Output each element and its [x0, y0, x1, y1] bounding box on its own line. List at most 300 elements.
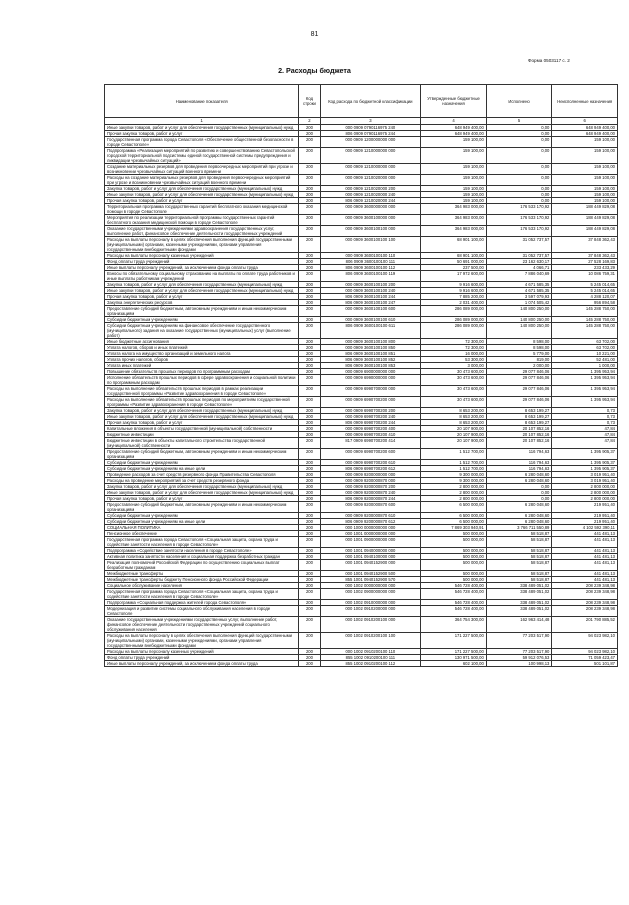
row-line-code: 200 [299, 606, 320, 617]
row-budget-code: 000 1001 0000000000 000 [320, 531, 421, 537]
row-unexecuted: 1 395 905,37 [552, 466, 618, 472]
row-line-code: 200 [299, 345, 320, 351]
row-budget-code: 806 0909 9200000870 244 [320, 496, 421, 502]
row-executed: 140 800 250,00 [486, 317, 552, 323]
row-budget-code: 000 0909 1210000000 000 [320, 164, 421, 175]
table-row [105, 369, 618, 375]
row-approved: 2 800 000,00 [421, 490, 487, 496]
row-name: Социальное обслуживание населения [105, 583, 299, 589]
row-name: Оказание государственными учреждениями государственных услуг, выполнение работ, финансовое обеспечение деятельности государственных учреждений социального обслуживания населения [105, 617, 299, 633]
table-row [105, 478, 618, 484]
column-number: 6 [552, 118, 618, 125]
table-row [105, 294, 618, 300]
row-name: Закупка товаров, работ и услуг для обеспечения государственных (муниципальных) нужд [105, 484, 299, 490]
row-budget-code: 000 0909 1210000000 000 [320, 148, 421, 164]
row-name: Субсидии бюджетным учреждениям на иные цели [105, 466, 299, 472]
row-approved: 6 500 000,00 [421, 513, 487, 519]
row-executed: 0,00 [486, 496, 552, 502]
row-name: Прочая закупка товаров, работ и услуг [105, 294, 299, 300]
row-name: Бюджетные инвестиции в объекты капитального строительства государственной (муниципальной) собственности [105, 438, 299, 449]
row-executed: 0,00 [486, 490, 552, 496]
row-approved: 16 000,00 [421, 351, 487, 357]
header-approved: Утвержденные бюджетные назначения [421, 85, 487, 118]
row-unexecuted: 94 023 982,10 [552, 633, 618, 649]
row-line-code: 200 [299, 408, 320, 414]
row-approved: 50 691 000,00 [421, 259, 487, 265]
row-executed: 20 107 852,16 [486, 432, 552, 438]
row-line-code: 200 [299, 583, 320, 589]
row-executed: 4 066,71 [486, 265, 552, 271]
row-approved: 546 728 400,00 [421, 583, 487, 589]
row-line-code: 200 [299, 531, 320, 537]
row-budget-code: 000 0909 3600100100 100 [320, 237, 421, 253]
row-name: Субсидии бюджетным учреждениям на иные цели [105, 519, 299, 525]
row-name: Расходы на выполнение обязательств прошлых периодов по мероприятиям государственной программы «Развитие здравоохранения в городе Севастополе» [105, 397, 299, 408]
row-name: Проведение расходов за счет средств резервного фонда Правительства Севастополя [105, 472, 299, 478]
row-executed: 338 489 051,02 [486, 583, 552, 589]
row-approved: 159 100,00 [421, 192, 487, 198]
row-budget-code: 000 0909 6990700200 400 [320, 426, 421, 432]
row-unexecuted: 37 848 362,43 [552, 237, 618, 253]
table-row [105, 148, 618, 164]
row-name: Реализация полномочий Российской Федерации по осуществлению социальных выплат безработным гражданам [105, 560, 299, 571]
row-executed: 3 597 079,93 [486, 294, 552, 300]
row-line-code: 200 [299, 633, 320, 649]
row-unexecuted: 208 239 348,98 [552, 583, 618, 589]
row-unexecuted: 441 481,13 [552, 537, 618, 548]
row-unexecuted: 501 101,87 [552, 661, 618, 667]
row-approved: 9 300 000,00 [421, 472, 487, 478]
row-unexecuted: 47,84 [552, 438, 618, 449]
row-budget-code: 000 0909 6900000000 000 [320, 369, 421, 375]
row-executed: 8 653 199,27 [486, 414, 552, 420]
table-row [105, 560, 618, 571]
row-unexecuted: 63 702,00 [552, 339, 618, 345]
row-executed: 100 998,13 [486, 661, 552, 667]
table-row [105, 589, 618, 600]
row-name: Уплата налога на имущество организаций и земельного налога [105, 351, 299, 357]
row-line-code: 200 [299, 306, 320, 317]
row-budget-code: 806 0909 3600100100 852 [320, 357, 421, 363]
row-name: Расходы на выполнение обязательств прошлых периодов в рамках реализации государственной программы «Развитие здравоохранения в городе Севастополе» [105, 386, 299, 397]
row-executed: 29 077 846,06 [486, 369, 552, 375]
row-unexecuted: 159 100,00 [552, 137, 618, 148]
row-executed: 116 794,63 [486, 449, 552, 460]
row-name: Государственная программа города Севастополя «Социальная защита, охрана труда и содействие занятости населения в городе Севастополе» [105, 537, 299, 548]
row-line-code: 200 [299, 363, 320, 369]
row-name: Уплата прочих налогов, сборов [105, 357, 299, 363]
row-unexecuted: 441 481,13 [552, 571, 618, 577]
row-name: Подпрограмма «Социальная поддержка жителей города Севастополя» [105, 600, 299, 606]
row-approved: 7 885 200,00 [421, 294, 487, 300]
row-budget-code: 806 0909 3600100100 244 [320, 294, 421, 300]
row-line-code: 200 [299, 300, 320, 306]
row-approved: 159 100,00 [421, 137, 487, 148]
row-line-code: 200 [299, 186, 320, 192]
row-executed: 0,00 [486, 484, 552, 490]
row-name: Прочая закупка товаров, работ и услуг [105, 131, 299, 137]
row-budget-code: 000 0909 6990700200 200 [320, 408, 421, 414]
row-approved: 364 983 000,00 [421, 204, 487, 215]
row-line-code: 200 [299, 164, 320, 175]
row-executed: 58 518,87 [486, 571, 552, 577]
row-line-code: 200 [299, 226, 320, 237]
table-row [105, 537, 618, 548]
row-approved: 6 500 000,00 [421, 519, 487, 525]
row-unexecuted: 145 288 750,00 [552, 306, 618, 317]
row-approved: 8 653 200,00 [421, 420, 487, 426]
row-budget-code: 000 1000 0000000000 000 [320, 525, 421, 531]
header-line-code: Код строки [299, 85, 320, 118]
form-label: Форма 0503117 с. 2 [528, 58, 570, 63]
row-name: Иные закупки товаров, работ и услуг для обеспечения государственных (муниципальных) нужд [105, 125, 299, 131]
row-line-code: 200 [299, 198, 320, 204]
header-budget-code: Код расхода по бюджетной классификации [320, 85, 421, 118]
row-budget-code: 000 0909 6990700200 240 [320, 414, 421, 420]
row-budget-code: 000 0909 6990700200 000 [320, 397, 421, 408]
row-budget-code: 000 1002 0910200100 000 [320, 617, 421, 633]
row-line-code: 200 [299, 432, 320, 438]
row-executed: 6 280 048,60 [486, 502, 552, 513]
row-line-code: 200 [299, 426, 320, 432]
column-number: 4 [421, 118, 487, 125]
row-approved: 1 512 700,00 [421, 460, 487, 466]
row-executed: 0,00 [486, 137, 552, 148]
row-name: Предоставление субсидий бюджетным, автономным учреждениям и иным некоммерческим организациям [105, 502, 299, 513]
row-approved: 30 473 600,00 [421, 369, 487, 375]
row-name: Пенсионное обеспечение [105, 531, 299, 537]
table-row [105, 490, 618, 496]
table-row [105, 375, 618, 386]
row-budget-code: 000 1002 0000000000 000 [320, 583, 421, 589]
row-budget-code: 000 1002 0910200100 100 [320, 633, 421, 649]
row-unexecuted: 5 245 014,65 [552, 282, 618, 288]
row-unexecuted: 0,73 [552, 414, 618, 420]
row-approved: 171 227 500,00 [421, 649, 487, 655]
row-line-code: 200 [299, 215, 320, 226]
table-row [105, 288, 618, 294]
row-approved: 500 000,00 [421, 554, 487, 560]
row-unexecuted: 159 100,00 [552, 192, 618, 198]
row-line-code: 200 [299, 548, 320, 554]
row-approved: 53 300,00 [421, 357, 487, 363]
row-approved: 17 972 600,00 [421, 271, 487, 282]
row-name: Подпрограмма «Содействие занятости населения в городе Севастополе» [105, 548, 299, 554]
row-unexecuted: 10 221,00 [552, 351, 618, 357]
row-unexecuted: 188 449 829,08 [552, 226, 618, 237]
row-unexecuted: 441 481,13 [552, 554, 618, 560]
row-executed: 58 518,87 [486, 554, 552, 560]
table-row [105, 583, 618, 589]
row-executed: 29 077 846,06 [486, 386, 552, 397]
row-budget-code: 806 0909 3600100100 111 [320, 259, 421, 265]
row-approved: 500 000,00 [421, 537, 487, 548]
row-approved: 159 100,00 [421, 198, 487, 204]
row-name: Расходы на выплаты персоналу в целях обеспечения выполнения функций государственными (муниципальными) органами, казенными учреждениями, органами управления государственными внебюджетными фондами [105, 633, 299, 649]
row-line-code: 200 [299, 288, 320, 294]
row-line-code: 200 [299, 496, 320, 502]
row-approved: 72 300,00 [421, 345, 487, 351]
row-budget-code: 855 1002 0910200100 111 [320, 655, 421, 661]
row-name: Предоставление субсидий бюджетным, автономным учреждениям и иным некоммерческим организациям [105, 449, 299, 460]
row-line-code: 200 [299, 271, 320, 282]
row-name: Расходы на проведение мероприятий за счет средств резервного фонда [105, 478, 299, 484]
row-executed: 31 052 737,57 [486, 253, 552, 259]
row-unexecuted: 2 800 000,00 [552, 484, 618, 490]
row-executed: 0,00 [486, 186, 552, 192]
row-approved: 1 512 700,00 [421, 449, 487, 460]
row-name: Межбюджетные трансферты [105, 571, 299, 577]
row-executed: 7 886 040,69 [486, 271, 552, 282]
row-line-code: 200 [299, 259, 320, 265]
row-unexecuted: 159 100,00 [552, 175, 618, 186]
row-executed: 338 489 051,02 [486, 606, 552, 617]
row-budget-code: 000 1001 0940000000 000 [320, 548, 421, 554]
row-approved: 9 300 000,00 [421, 478, 487, 484]
table-row [105, 306, 618, 317]
row-budget-code: 000 0909 9200000870 600 [320, 502, 421, 513]
row-budget-code: 000 0909 3600100100 200 [320, 282, 421, 288]
row-approved: 286 089 000,00 [421, 317, 487, 323]
row-executed: 6 280 048,60 [486, 519, 552, 525]
row-line-code: 200 [299, 131, 320, 137]
row-line-code: 200 [299, 513, 320, 519]
row-line-code: 200 [299, 661, 320, 667]
row-budget-code: 000 0909 6990700200 610 [320, 460, 421, 466]
table-row [105, 519, 618, 525]
row-name: Закупка энергетических ресурсов [105, 300, 299, 306]
row-budget-code: 000 0909 3600100100 000 [320, 226, 421, 237]
row-line-code: 200 [299, 294, 320, 300]
row-approved: 7 869 303 940,91 [421, 525, 487, 531]
table-row [105, 164, 618, 175]
row-approved: 546 728 400,00 [421, 600, 487, 606]
row-budget-code: 000 1001 0940100000 000 [320, 554, 421, 560]
header-name: Наименование показателя [105, 85, 299, 118]
table-row [105, 649, 618, 655]
row-approved: 8 653 200,00 [421, 408, 487, 414]
table-row [105, 426, 618, 432]
header-executed: Исполнено [486, 85, 552, 118]
row-executed: 0,00 [486, 131, 552, 137]
row-unexecuted: 201 790 885,52 [552, 617, 618, 633]
row-approved: 286 089 000,00 [421, 323, 487, 339]
row-approved: 500 000,00 [421, 531, 487, 537]
row-unexecuted: 208 239 348,98 [552, 606, 618, 617]
row-executed: 0,00 [486, 164, 552, 175]
row-unexecuted: 208 239 348,98 [552, 589, 618, 600]
row-approved: 30 473 600,00 [421, 397, 487, 408]
row-executed: 77 203 517,90 [486, 649, 552, 655]
row-approved: 2 800 000,00 [421, 496, 487, 502]
row-line-code: 200 [299, 253, 320, 259]
row-budget-code: 806 0909 3600100100 611 [320, 323, 421, 339]
row-approved: 72 300,00 [421, 339, 487, 345]
table-row [105, 271, 618, 282]
row-line-code: 200 [299, 420, 320, 426]
row-unexecuted: 441 481,13 [552, 531, 618, 537]
row-unexecuted: 1 395 953,94 [552, 386, 618, 397]
row-line-code: 200 [299, 357, 320, 363]
row-budget-code: 000 0909 3600100100 800 [320, 339, 421, 345]
row-budget-code: 000 1002 0900000000 000 [320, 589, 421, 600]
row-unexecuted: 208 239 348,98 [552, 600, 618, 606]
row-budget-code: 000 1002 0910200000 000 [320, 606, 421, 617]
row-unexecuted: 441 481,13 [552, 560, 618, 571]
row-line-code: 200 [299, 617, 320, 633]
row-executed: 176 533 170,92 [486, 226, 552, 237]
row-executed: 0,00 [486, 198, 552, 204]
row-line-code: 200 [299, 339, 320, 345]
row-approved: 500 000,00 [421, 571, 487, 577]
row-approved: 3 000,00 [421, 363, 487, 369]
row-unexecuted: 441 481,13 [552, 577, 618, 583]
table-row [105, 137, 618, 148]
row-executed: 8 598,00 [486, 345, 552, 351]
row-executed: 338 489 051,02 [486, 589, 552, 600]
table-row [105, 131, 618, 137]
row-line-code: 200 [299, 589, 320, 600]
row-approved: 546 728 400,00 [421, 606, 487, 617]
row-name: Фонд оплаты труда учреждений [105, 259, 299, 265]
row-executed: 0,00 [486, 192, 552, 198]
row-unexecuted: 2 800 000,00 [552, 496, 618, 502]
row-name: Исполнение обязательств прошлых периодов в сфере здравоохранения и социальной политики по программным расходам [105, 375, 299, 386]
row-unexecuted: 145 288 750,00 [552, 323, 618, 339]
column-number-row [105, 118, 618, 125]
row-unexecuted: 0,73 [552, 408, 618, 414]
row-name: Иные закупки товаров, работ и услуг для обеспечения государственных (муниципальных) нужд [105, 192, 299, 198]
row-approved: 648 949 400,00 [421, 131, 487, 137]
row-budget-code: 855 1002 0910200100 112 [320, 661, 421, 667]
row-name: Капитальные вложения в объекты государственной (муниципальной) собственности [105, 426, 299, 432]
row-budget-code: 000 0909 1210020000 200 [320, 186, 421, 192]
row-unexecuted: 3 019 951,40 [552, 478, 618, 484]
row-unexecuted: 1 000,00 [552, 363, 618, 369]
row-approved: 286 089 000,00 [421, 306, 487, 317]
row-executed: 8 653 199,27 [486, 420, 552, 426]
row-unexecuted: 5 245 014,65 [552, 288, 618, 294]
row-line-code: 200 [299, 519, 320, 525]
row-approved: 2 800 000,00 [421, 484, 487, 490]
row-approved: 364 983 000,00 [421, 215, 487, 226]
row-approved: 237 500,00 [421, 265, 487, 271]
row-line-code: 200 [299, 554, 320, 560]
row-executed: 29 077 846,06 [486, 397, 552, 408]
row-executed: 5 779,00 [486, 351, 552, 357]
row-budget-code: 000 0909 3600100100 610 [320, 317, 421, 323]
column-number: 5 [486, 118, 552, 125]
row-executed: 2 000,00 [486, 363, 552, 369]
row-executed: 58 518,87 [486, 531, 552, 537]
column-number: 3 [320, 118, 421, 125]
table-row [105, 351, 618, 357]
row-approved: 9 916 600,00 [421, 288, 487, 294]
row-approved: 2 031 400,00 [421, 300, 487, 306]
row-executed: 4 671 585,35 [486, 288, 552, 294]
table-header-row [105, 85, 618, 118]
row-name: Закупка товаров, работ и услуг для обеспечения государственных (муниципальных) нужд [105, 408, 299, 414]
row-line-code: 200 [299, 175, 320, 186]
table-body [105, 125, 618, 667]
row-unexecuted: 441 481,13 [552, 548, 618, 554]
row-line-code: 200 [299, 449, 320, 460]
section-title: 2. Расходы бюджета [278, 66, 351, 75]
row-executed: 58 518,87 [486, 548, 552, 554]
row-approved: 159 100,00 [421, 164, 487, 175]
row-line-code: 200 [299, 460, 320, 466]
row-budget-code: 806 0909 6990700200 612 [320, 466, 421, 472]
table-row [105, 215, 618, 226]
row-unexecuted: 188 449 829,08 [552, 204, 618, 215]
row-name: Расходы на выплаты персоналу казенных учреждений [105, 649, 299, 655]
row-budget-code: 000 0909 3600100100 600 [320, 306, 421, 317]
row-name: Прочая закупка товаров, работ и услуг [105, 420, 299, 426]
row-unexecuted: 71 059 423,47 [552, 655, 618, 661]
row-executed: 59 912 076,53 [486, 655, 552, 661]
row-line-code: 200 [299, 649, 320, 655]
row-unexecuted: 1 395 953,94 [552, 375, 618, 386]
row-name: Фонд оплаты труда учреждений [105, 655, 299, 661]
row-unexecuted: 159 100,00 [552, 198, 618, 204]
row-approved: 68 901 100,00 [421, 237, 487, 253]
row-line-code: 200 [299, 323, 320, 339]
row-unexecuted: 47,84 [552, 426, 618, 432]
table-row [105, 204, 618, 215]
row-executed: 338 489 051,02 [486, 600, 552, 606]
row-unexecuted: 219 951,40 [552, 519, 618, 525]
row-budget-code: 806 0909 3600100100 851 [320, 351, 421, 357]
row-approved: 171 227 500,00 [421, 633, 487, 649]
row-approved: 9 916 600,00 [421, 282, 487, 288]
row-executed: 1 074 505,42 [486, 300, 552, 306]
row-unexecuted: 63 702,00 [552, 345, 618, 351]
row-unexecuted: 2 800 000,00 [552, 490, 618, 496]
row-line-code: 200 [299, 351, 320, 357]
row-executed: 0,00 [486, 125, 552, 131]
row-unexecuted: 1 395 953,94 [552, 397, 618, 408]
row-name: Прочая закупка товаров, работ и услуг [105, 496, 299, 502]
header-unexecuted: Неисполненные назначения [552, 85, 618, 118]
row-executed: 20 107 852,16 [486, 438, 552, 449]
row-line-code: 200 [299, 148, 320, 164]
row-budget-code: 000 0909 9200000870 610 [320, 513, 421, 519]
row-executed: 0,00 [486, 148, 552, 164]
row-name: Межбюджетные трансферты бюджету Пенсионного фонда Российской Федерации [105, 577, 299, 583]
row-executed: 77 203 517,90 [486, 633, 552, 649]
row-budget-code: 000 0909 3600100100 110 [320, 253, 421, 259]
row-approved: 602 100,00 [421, 661, 487, 667]
row-name: Закупка товаров, работ и услуг для обеспечения государственных (муниципальных) нужд [105, 186, 299, 192]
row-name: Государственная программа города Севастополя «Обеспечение общественной безопасности в городе Севастополе» [105, 137, 299, 148]
table-row [105, 484, 618, 490]
row-name: Создание материальных резервов для проведения первоочередных мероприятий при угрозе и возникновении чрезвычайных ситуаций военного времени [105, 164, 299, 175]
row-unexecuted: 219 951,40 [552, 513, 618, 519]
row-line-code: 200 [299, 204, 320, 215]
row-unexecuted: 27 528 169,83 [552, 259, 618, 265]
row-name: Иные закупки товаров, работ и услуг для обеспечения государственных (муниципальных) нужд [105, 414, 299, 420]
table-row [105, 397, 618, 408]
row-executed: 116 794,63 [486, 466, 552, 472]
row-unexecuted: 10 086 759,31 [552, 271, 618, 282]
row-name: Оказание государственными учреждениями здравоохранения государственных услуг, выполнение работ, финансовое обеспечение деятельности государственных учреждений [105, 226, 299, 237]
row-executed: 8 598,00 [486, 339, 552, 345]
row-line-code: 200 [299, 282, 320, 288]
row-line-code: 200 [299, 560, 320, 571]
row-executed: 0,00 [486, 175, 552, 186]
row-name: Модернизация и развитие системы социального обслуживания населения в городе Севастополе [105, 606, 299, 617]
row-approved: 500 000,00 [421, 577, 487, 583]
